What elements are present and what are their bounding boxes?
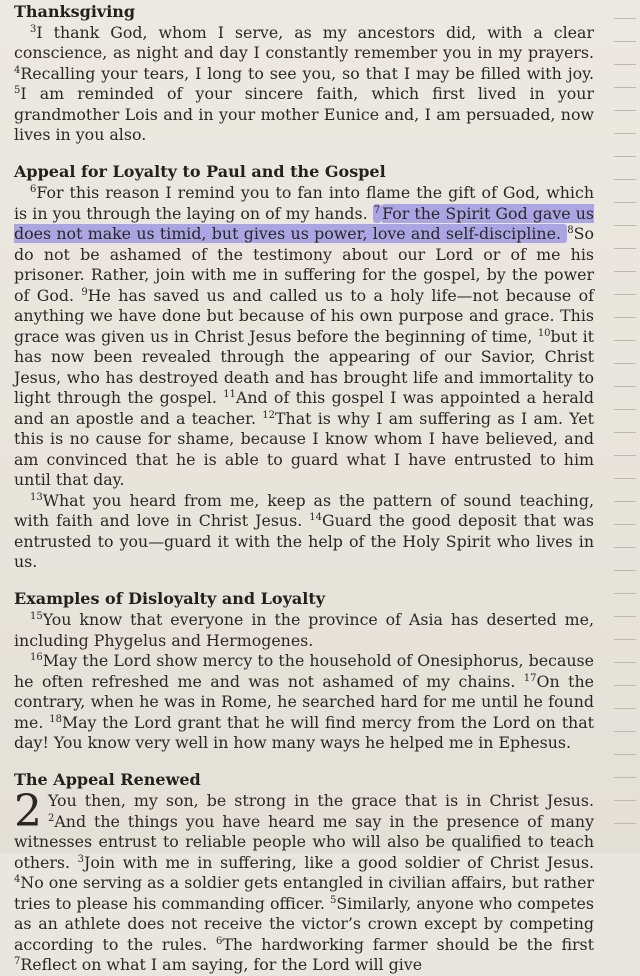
verse-paragraph bbox=[14, 651, 594, 754]
margin-rule-line bbox=[614, 340, 636, 341]
verse-text: The hardworking farmer should be the first bbox=[222, 934, 594, 954]
margin-rule-line bbox=[614, 685, 636, 686]
verse-number: 9 bbox=[81, 286, 88, 298]
verse-number: 8 bbox=[567, 225, 574, 236]
margin-rule-line bbox=[614, 87, 636, 88]
verse-number: 6 bbox=[30, 184, 37, 195]
margin-rule-line bbox=[614, 639, 636, 640]
margin-rule-line bbox=[614, 616, 636, 617]
margin-rule-line bbox=[614, 110, 636, 111]
verse-text: No one serving as a soldier gets entangled in civilian affairs, but rather tries to please his commanding officer. bbox=[14, 873, 594, 913]
margin-rule-line bbox=[614, 501, 636, 502]
margin-rule-line bbox=[614, 455, 636, 456]
section-heading: Thanksgiving bbox=[14, 2, 136, 21]
margin-rule-line bbox=[614, 294, 636, 295]
highlight-mark bbox=[373, 204, 381, 223]
margin-rule-line bbox=[614, 432, 636, 433]
verse-text: On the contrary, when he was in Rome, he searched hard for me until he found me. bbox=[14, 671, 594, 732]
margin-rule-line bbox=[614, 478, 636, 479]
verse-text: but it has now been revealed through the appearing of our Savior, Christ Jesus, who has destroyed death and has brought life and immortality to light through the gospel. bbox=[14, 326, 594, 407]
verse-number: 6 bbox=[216, 935, 223, 947]
verse-number: 14 bbox=[309, 512, 322, 523]
verse-text: For this reason I remind you to fan into flame the gift of God, which is in you through the laying on of my hands. bbox=[14, 183, 594, 223]
margin-rule-line bbox=[614, 202, 636, 203]
verse-paragraph bbox=[14, 183, 594, 491]
verse-number: 11 bbox=[223, 389, 236, 400]
verse-text: And the things you have heard me say in the presence of many witnesses entrust to reliable people who will also be qualified to teach others. bbox=[14, 811, 594, 872]
margin-rule-line bbox=[614, 662, 636, 663]
margin-rule-line bbox=[614, 225, 636, 226]
margin-rule-line bbox=[614, 708, 636, 709]
verse-paragraph bbox=[14, 786, 594, 976]
margin-rule-line bbox=[614, 156, 636, 157]
margin-rule-line bbox=[614, 41, 636, 42]
section-heading: The Appeal Renewed bbox=[14, 769, 201, 789]
verse-text: He has saved us and called us to a holy life—not because of anything we have done but because of his own purpose and grace. This grace was given us in Christ Jesus before the beginning of time, bbox=[14, 285, 594, 346]
verse-paragraph bbox=[14, 491, 594, 573]
margin-rule-line bbox=[614, 823, 636, 824]
margin-rule-line bbox=[614, 317, 636, 318]
verse-text: May the Lord show mercy to the household of Onesiphorus, because he often refreshed me and was not ashamed of my chains. bbox=[14, 651, 594, 691]
verse-number: 10 bbox=[537, 327, 551, 339]
verse-number: 7 bbox=[14, 956, 21, 967]
verse-text: Reflect on what I am saying, for the Lord will give bbox=[20, 955, 423, 974]
verse-text: Guard the good deposit that was entrusted to you—guard it with the help of the Holy Spirit who lives in us. bbox=[14, 511, 594, 571]
chapter-number: 2 bbox=[14, 786, 42, 837]
margin-rule-line bbox=[614, 524, 636, 525]
verse-text: I am reminded of your sincere faith, which first lived in your grandmother Lois and in your mother Eunice and, I am persuaded, now lives in you also. bbox=[14, 84, 594, 144]
margin-rule-line bbox=[614, 547, 636, 548]
margin-rule-line bbox=[614, 570, 636, 571]
verse-number: 15 bbox=[30, 611, 43, 622]
margin-rule-line bbox=[614, 593, 636, 594]
verse-text: You then, my son, be strong in the grace that is in Christ Jesus. bbox=[48, 791, 594, 810]
verse-text: And of this gospel I was appointed a herald and an apostle and a teacher. bbox=[14, 388, 594, 428]
verse-paragraph bbox=[14, 610, 594, 651]
verse-text: What you heard from me, keep as the pattern of sound teaching, with faith and love in Christ Jesus. bbox=[14, 490, 594, 530]
verse-number: 13 bbox=[30, 491, 43, 503]
page-margin-rules bbox=[606, 0, 640, 853]
verse-text: So do not be ashamed of the testimony about our Lord or of me his prisoner. Rather, join with me in suffering for the gospel, by the power of God. bbox=[14, 224, 594, 305]
verse-number: 5 bbox=[330, 894, 337, 906]
verse-number: 3 bbox=[77, 853, 85, 865]
verse-text: Join with me in suffering, like a good soldier of Christ Jesus. bbox=[84, 852, 594, 872]
verse-number: 4 bbox=[14, 64, 21, 76]
margin-rule-line bbox=[614, 18, 636, 19]
section-heading: Appeal for Loyalty to Paul and the Gospel bbox=[14, 161, 386, 181]
verse-text: I thank God, whom I serve, as my ancestors did, with a clear conscience, as night and day I constantly remember you in my prayers. bbox=[14, 22, 594, 62]
verse-number: 18 bbox=[49, 713, 62, 725]
verse-number: 2 bbox=[48, 812, 55, 824]
verse-text: May the Lord grant that he will find mercy from the Lord on that day! You know very well in how many ways he helped me in Ephesus. bbox=[14, 712, 594, 752]
section-heading: Examples of Disloyalty and Loyalty bbox=[14, 588, 325, 608]
margin-rule-line bbox=[614, 271, 636, 272]
verse-number: 3 bbox=[30, 23, 37, 35]
margin-rule-line bbox=[614, 386, 636, 387]
margin-rule-line bbox=[614, 754, 636, 755]
margin-rule-line bbox=[614, 777, 636, 778]
verse-number: 17 bbox=[523, 672, 537, 684]
verse-text: For the Spirit God gave us does not make us timid, but gives us power, love and self-discipline. bbox=[14, 203, 594, 243]
verse-number: 7 bbox=[373, 204, 381, 216]
verse-paragraph bbox=[14, 23, 594, 146]
verse-text: That is why I am suffering as I am. Yet this is no cause for shame, because I know whom I have believed, and am convinced that he is able to guard what I have entrusted to him until that day. bbox=[14, 408, 595, 489]
page-text bbox=[14, 0, 594, 976]
verse-number: 16 bbox=[30, 652, 43, 663]
margin-rule-line bbox=[614, 133, 636, 134]
verse-text: Recalling your tears, I long to see you, so that I may be filled with joy. bbox=[20, 63, 594, 83]
margin-rule-line bbox=[614, 248, 636, 249]
verse-number: 4 bbox=[14, 874, 21, 885]
verse-number: 5 bbox=[14, 85, 21, 96]
verse-number: 12 bbox=[262, 409, 275, 421]
margin-rule-line bbox=[614, 64, 636, 65]
margin-rule-line bbox=[614, 363, 636, 364]
margin-rule-line bbox=[614, 179, 636, 180]
verse-text: You know that everyone in the province of Asia has deserted me, including Phygelus and Hermogenes. bbox=[14, 610, 594, 650]
margin-rule-line bbox=[614, 731, 636, 732]
verse-text: Similarly, anyone who competes as an athlete does not receive the victor’s crown except by competing according to the rules. bbox=[14, 893, 594, 954]
margin-rule-line bbox=[614, 800, 636, 801]
margin-rule-line bbox=[614, 409, 636, 410]
